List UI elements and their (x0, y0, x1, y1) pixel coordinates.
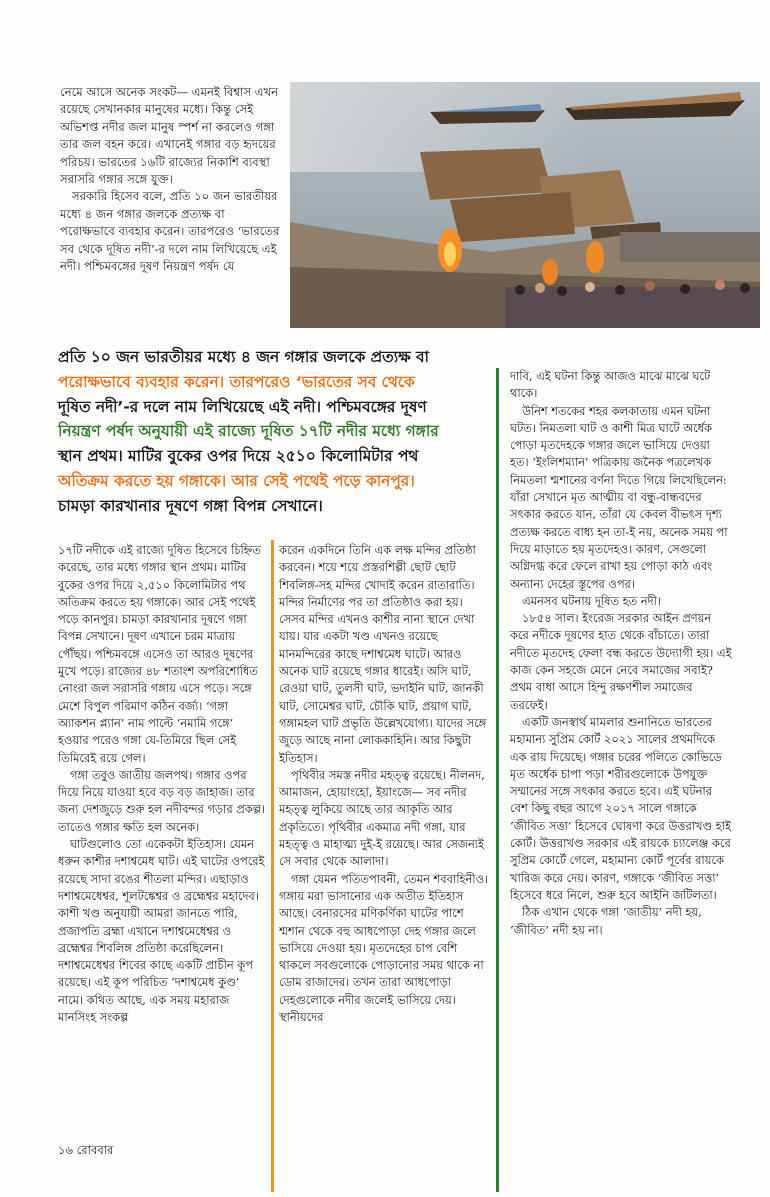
paragraph: ১৮৫৪ সাল। ইংরেজ সরকার আইন প্রণয়ন করে নদীকে দূষণের হাত থেকে বাঁচাতে। তারা নদীতে মৃতদেহ ফেলা বন্ধ করতে উদ্যোগী হয়। এই কাজ কেন সহজে মেনে নেবে সমাজের সবাই? প্রথম বাধা আসে হিন্দু রক্ষণশীল সমাজের তরফেই। (510, 611, 732, 712)
pull-quote-line: স্থান প্রথম। মাটির বুকের ওপর দিয়ে ২৫১০ কিলোমিটার পথ (58, 447, 419, 466)
article-column-3 (510, 368, 732, 939)
pull-quote-line: অতিক্রম করতে হয় গঙ্গাকে। আর সেই পথেই পড়ে কানপুর। (58, 471, 415, 490)
pull-quote-line: চামড়া কারখানার দূষণে গঙ্গা বিপন্ন সেখানে। (58, 496, 323, 515)
pull-quote-line: প্রতি ১০ জন ভারতীয়র মধ্যে ৪ জন গঙ্গার জলকে প্রত্যক্ষ বা (58, 348, 430, 366)
column-divider-green (496, 368, 499, 1192)
ghat-photo-illustration (290, 82, 760, 328)
paragraph: এমনসব ঘটনায় দূষিত হত নদী। (522, 593, 661, 608)
pull-quote-line: পরোক্ষভাবে ব্যবহার করেন। তারপরেও ‘ভারতের সব থেকে (58, 372, 415, 391)
page-number: ১৬ রোববার (58, 1143, 114, 1157)
paragraph: দাবি, এই ঘটনা কিন্তু আজও মাঝে মাঝে ঘটে থাকে। (510, 369, 711, 401)
pyre-fire (586, 241, 604, 273)
paragraph: ঠিক এখান থেকে গঙ্গা ‘জাতীয়’ নদী হয়, ‘জীবিত’ নদী হয় না। (510, 905, 702, 937)
paragraph: গঙ্গা যেমন পতিতপাবনী, তেমন শববাহিনীও। গঙ্গায় মরা ভাসানোর এক অতীত ইতিহাস আছে। বেনারসের মণিকর্ণিকা ঘাটের পাশে শ্মশান থেকে বহু আধপোড়া দেহ গঙ্গার জলে ভাসিয়ে দেওয়া হয়। মৃতদেহের চাপ বেশি থাকলে সবগুলোকে পোড়ানোর সময় থাকে না ডোম রাজাদের। তখন তারা আধপোড়া দেহগুলোকে নদীর জলেই ভাসিয়ে দেয়। স্থানীয়দের (279, 871, 489, 1025)
paragraph: নেমে আসে অনেক সংকট— এমনই বিশ্বাস এখন রয়েছে সেখানকার মানুষের মধ্যে। কিন্তু সেই অভিশপ্ত নদীর জল মানুষ স্পর্শ না করলেও গঙ্গা তার জল বহন করে। এখানেই গঙ্গার বড় হৃদয়ের পরিচয়। ভারতের ১৬টি রাজ্যের নিকাশি ব্যবস্থা সরাসরি গঙ্গার সঙ্গে যুক্ত। (60, 85, 279, 187)
article-column-2 (279, 542, 492, 1026)
boat (430, 110, 545, 124)
crowd (505, 287, 760, 328)
paragraph: একটি জনস্বার্থ মামলার শুনানিতে ভারতের মহামান্য সুপ্রিম কোর্ট ২০২১ সালের প্রথমদিকে এক রায় দিয়েছে। গঙ্গার চরের পলিতে কোভিডে মৃত অর্ধেক চাপা পড়া শরীরগুলোকে উপযুক্ত সম্মানের সঙ্গে সৎকার করতে হবে। এই ঘটনার বেশ কিছু বছর আগে ২০১৭ সালে গঙ্গাকে ‘জীবিত সত্তা’ হিসেবে ঘোষণা করে উত্তরাখণ্ড হাই কোর্ট। উত্তরাখণ্ড সরকার এই রায়কে চ্যালেঞ্জ করে সুপ্রিম কোর্টে গেলে, মহামান্য কোর্ট পূর্বের রায়কে খারিজ করে দেয়। কারণ, গঙ্গাকে ‘জীবিত সত্তা’ হিসেবে ধরে নিলে, শুরু হবে আইনি জটিলতা। (510, 714, 731, 902)
column-divider-orange (271, 540, 274, 1192)
paragraph: করেন একদিনে তিনি এক লক্ষ মন্দির প্রতিষ্ঠা করবেন। শয়ে শয়ে প্রস্তরশিল্পী ছোট ছোট শিবলিঙ্গ-সহ মন্দির খোদাই করেন রাতারাতি। মন্দির নির্মাণের পর তা প্রতিষ্ঠাও করা হয়। সেসব মন্দির এখনও কাশীর নানা স্থানে দেখা যায়। যার একটা খণ্ড এখনও রয়েছে মানমন্দিরের কাছে দশাশ্বমেধ ঘাটে। আরও অনেক ঘাট রয়েছে গঙ্গার ধারেই। অসি ঘাট, রেওয়া ঘাট, তুলসী ঘাট, ভদাইনি ঘাট, জানকী ঘাট, সোমেশ্বর ঘাট, চৌকি ঘাট, প্রয়াগ ঘাট, গঙ্গামহল ঘাট প্রভৃতি উল্লেখযোগ্য। যাদের সঙ্গে জুড়ে আছে নানা লোককাহিনি। আর কিছুটা ইতিহাস। (279, 543, 487, 765)
paragraph: গঙ্গা তবুও জাতীয় জলপথ। গঙ্গার ওপর দিয়ে নিয়ে যাওয়া হবে বড় বড় জাহাজ। তার জন্য দেশজুড়ে শুরু হল নদীবন্দর গড়ার প্রকল্প। তাতেও গঙ্গার ক্ষতি হল অনেক। (58, 767, 265, 834)
pull-quote (58, 345, 498, 519)
top-column (60, 84, 280, 275)
pull-quote-line: দূষিত নদী’-র দলে নাম লিখিয়েছে এই নদী। পশ্চিমবঙ্গের দূষণ (58, 397, 427, 416)
pyre-fire (542, 259, 558, 285)
article-column-1 (58, 542, 266, 1026)
paragraph: সরকারি হিসেব বলে, প্রতি ১০ জন ভারতীয়র মধ্যে ৪ জন গঙ্গার জলকে প্রত্যক্ষ বা পরোক্ষভাবে ব্যবহার করেন। তারপরেও ‘ভারতের সব থেকে দূষিত নদী’-র দলে নাম লিখিয়েছে এই নদী। পশ্চিমবঙ্গের দূষণ নিয়ন্ত্রণ পর্ষদ যে (60, 189, 280, 274)
paragraph: ১৭টি নদীকে এই রাজ্যে দূষিত হিসেবে চিহ্নিত করেছে, তার মধ্যে গঙ্গার স্থান প্রথম। মাটির বুকের ওপর দিয়ে ২,৫১০ কিলোমিটার পথ অতিক্রম করতে হয় গঙ্গাকে। আর সেই পথেই পড়ে কানপুর। চামড়া কারখানার দূষণে গঙ্গা বিপন্ন সেখানে। দূষণ এখানে চরম মাত্রায় পৌঁছয়। পশ্চিমবঙ্গে এসেও তা আরও দূষণের মুখে পড়ে। রাজ্যের ৪৮ শতাংশ অপরিশোধিত নোংরা জল সরাসরি গঙ্গায় এসে পড়ে। সঙ্গে মেশে বিপুল পরিমাণ কঠিন বর্জ্য। ‘গঙ্গা অ্যাকশন প্ল্যান’ নাম পাল্টে ‘নমামি গঙ্গে’ হওয়ার পরেও গঙ্গা যে-তিমিরে ছিল সেই তিমিরেই রয়ে গেল। (58, 543, 261, 765)
people-on-steps (620, 232, 760, 262)
wood-pile (420, 148, 552, 200)
paragraph: ঘাটগুলোও তো একেকটা ইতিহাস। যেমন ধরুন কাশীর দশাশ্বমেধ ঘাট। এই ঘাটের ওপরেই রয়েছে সাদা রঙের শীতলা মন্দির। এছাড়াও দশাশ্বমেধেশ্বর, শূলটঙ্কেশ্বর ও ব্রহ্মেশ্বর মহাদেব। কাশী খণ্ড অনুযায়ী আমরা জানতে পারি, প্রজাপতি ব্রহ্মা এখানে দশাশ্বমেধেশ্বর ও ব্রহ্মেশ্বর শিবলিঙ্গ প্রতিষ্ঠা করেছিলেন। দশাশ্বমেধেশ্বর শিবের কাছে একটি প্রাচীন কূপ রয়েছে। এই কূপ পরিচিত ‘দশাশ্বমেধ কুণ্ড’ নামে। কথিত আছে, এক সময় মহারাজ মানসিংহ সংকল্প (58, 837, 265, 1025)
pull-quote-line: নিয়ন্ত্রণ পর্ষদ অনুযায়ী এই রাজ্যে দূষিত ১৭টি নদীর মধ্যে গঙ্গার (58, 422, 439, 441)
paragraph: পৃথিবীর সমস্ত নদীর মহত্ত্ব রয়েছে। নীলনদ, আমাজন, হোয়াংহো, ইয়াংজে— সব নদীর মহত্ত্ব লুকিয়ে আছে তার আকৃতি আর প্রকৃতিতে। পৃথিবীর একমাত্র নদী গঙ্গা, যার মহত্ত্ব ও মাহাত্ম্য দুই-ই রয়েছে। আর সেজন্যই সে সবার থেকে আলাদা। (279, 767, 485, 869)
pyre-fire (444, 242, 456, 266)
ghat-photo (290, 82, 760, 328)
paragraph: উনিশ শতকের শহর কলকাতায় এমন ঘটনা ঘটত। নিমতলা ঘাট ও কাশী মিত্র ঘাটে অর্ধেক পোড়া মৃতদেহকে গঙ্গার জলে ভাসিয়ে দেওয়া হত। ‘ইংলিশম্যান’ পত্রিকায় জনৈক পত্রলেখক নিমতলা শ্মশানের বর্ণনা দিতে গিয়ে লিখেছিলেন: যাঁরা সেখানে মৃত আত্মীয় বা বন্ধু-বান্ধবদের সৎকার করতে যান, তাঁরা যে কেবল বীভৎস দৃশ্য প্রত্যক্ষ করতে বাধ্য হন তা-ই নয়, অনেক সময় পা দিয়ে মাড়াতে হয় মৃতদেহও। কারণ, সেগুলো অগ্নিদগ্ধ করে ফেলে রাখা হয় পোড়া কাঠ এবং অন্যান্য দেহের স্তূপের ওপর। (510, 403, 728, 591)
wood-pile (450, 192, 575, 242)
